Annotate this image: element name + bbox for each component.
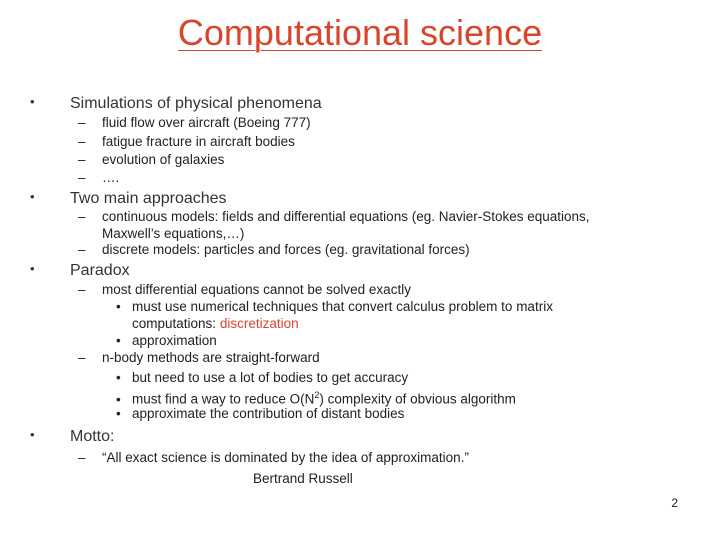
sub-item-diff-eq [78, 281, 411, 298]
bullet-simulations [30, 94, 322, 113]
sub-item-fatigue [78, 133, 295, 150]
sub-item-text: evolution of galaxies [102, 152, 225, 167]
point-text-post: ) complexity of obvious algorithm [319, 391, 516, 407]
dash-icon: – [78, 115, 86, 130]
dash-icon: – [78, 152, 86, 167]
point-approximation [116, 332, 217, 349]
bullet-approaches [30, 189, 227, 208]
point-text: approximate the contribution of distant bodies [132, 406, 405, 421]
bullet-icon: • [30, 261, 35, 276]
bullet-motto [30, 427, 114, 446]
sub-item-ellipsis [78, 169, 119, 186]
bullet-icon: • [116, 370, 121, 385]
dash-icon: – [78, 242, 86, 257]
point-text: but need to use a lot of bodies to get accuracy [132, 370, 409, 385]
bullet-icon: • [116, 391, 121, 407]
sub-item-galaxies [78, 151, 224, 168]
sub-item-text: continuous models: fields and differential equations (eg. Navier-Stokes equations, [102, 209, 590, 224]
point-text: must use numerical techniques that convert calculus problem to matrix [132, 299, 553, 314]
sub-item-text: most differential equations cannot be solved exactly [102, 282, 411, 297]
sub-item-continuous [78, 208, 590, 242]
bullet-icon: • [30, 427, 35, 442]
bullet-text: Motto: [70, 428, 115, 445]
sub-item-discrete [78, 241, 470, 258]
point-text-cont [116, 315, 553, 332]
sub-item-text-cont: Maxwell’s equations,…) [102, 226, 245, 241]
sub-item-text: n-body methods are straight-forward [102, 350, 320, 365]
bullet-icon: • [116, 333, 121, 348]
slide-title: Computational science [177, 12, 543, 53]
point-text: approximation [132, 333, 217, 348]
dash-icon: – [78, 450, 86, 465]
bullet-text: Two main approaches [70, 190, 227, 207]
bullet-paradox [30, 261, 130, 280]
point-text-cont-plain: computations: [132, 316, 217, 331]
sub-item-text: fluid flow over aircraft (Boeing 777) [102, 115, 311, 130]
sub-item-nbody [78, 349, 320, 366]
bullet-text: Paradox [70, 262, 130, 279]
dash-icon: – [78, 282, 86, 297]
bullet-icon: • [116, 406, 121, 421]
dash-icon: – [78, 170, 86, 185]
dash-icon: – [78, 134, 86, 149]
sub-item-text: discrete models: particles and forces (eg. gravitational forces) [102, 242, 470, 257]
superscript: 2 [314, 390, 320, 400]
quote-text: “All exact science is dominated by the idea of approximation.” [102, 450, 469, 465]
point-accuracy [116, 369, 408, 386]
dash-icon: – [78, 350, 86, 365]
point-distant-bodies [116, 405, 404, 422]
bullet-icon: • [116, 299, 121, 314]
quote-author: Bertrand Russell [253, 471, 353, 486]
bullet-icon: • [30, 94, 35, 109]
dash-icon: – [78, 209, 86, 224]
sub-item-text: …. [102, 170, 120, 185]
sub-item-fluid-flow [78, 114, 311, 131]
highlight-discretization: discretization [219, 316, 299, 331]
point-numerical [116, 298, 553, 332]
bullet-text: Simulations of physical phenomena [70, 95, 322, 112]
bullet-icon: • [30, 189, 35, 204]
point-text: must find a way to reduce O(N [132, 391, 315, 407]
page-number: 2 [671, 496, 678, 510]
sub-item-text: fatigue fracture in aircraft bodies [102, 134, 295, 149]
sub-item-quote [78, 449, 469, 466]
